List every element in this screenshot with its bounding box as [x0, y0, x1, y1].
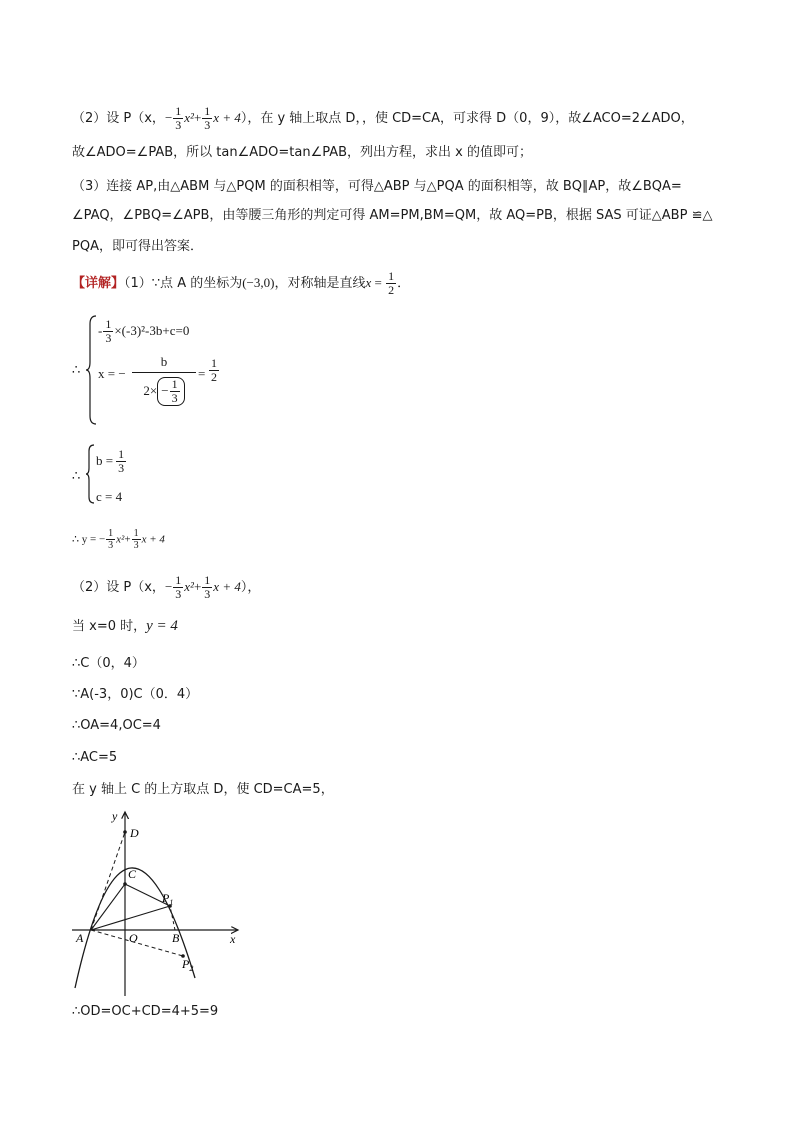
label-P2: $P_2$: [182, 957, 194, 973]
label-x: x: [230, 932, 236, 946]
od-line: ∴OD=OC+CD=4+5=9: [72, 1004, 219, 1019]
when-x0-line: 当 x=0 时，y = 4: [72, 618, 178, 634]
label-O: O: [129, 931, 138, 945]
point-C: [123, 882, 127, 886]
segment-AC: [91, 884, 125, 930]
step2-p-line: （2）设 P（x，− $\frac{1}{3}$ x²+ $\frac{1}{3}$ x + 4），: [72, 573, 261, 601]
parabola-figure: [66, 806, 256, 1002]
fraction-one-third: $\frac{1}{3}$: [105, 317, 112, 345]
system2-brace: [86, 443, 96, 505]
system1-brace: [86, 314, 98, 426]
detail-text: （1）∵点 A 的坐标为: [124, 276, 243, 291]
therefore-sign: ∴: [72, 363, 81, 378]
axis-fraction: $\frac{1}{2}$: [388, 269, 395, 297]
ac-length-line: ∴AC=5: [72, 750, 118, 765]
system1-row1: - $\frac{1}{3}$ ×(-3)²-3b+c=0: [98, 317, 190, 345]
fraction-one-third: $\frac{1}{3}$: [175, 104, 182, 132]
oa-oc-line: ∴OA=4,OC=4: [72, 718, 161, 733]
parabola-equation: ∴ y = − $\frac{1}{3}$ x²+ $\frac{1}{3}$ x + 4: [72, 528, 165, 551]
part3-summary-line1: （3）连接 AP,由△ABM 与△PQM 的面积相等，可得△ABP 与△PQA 的面积相等，故 BQ∥AP，故∠BQA=: [72, 179, 682, 194]
segment-AD: [91, 832, 125, 930]
label-A: A: [76, 931, 84, 945]
label-C: C: [128, 867, 137, 881]
detail-line: 【详解】（1）∵点 A 的坐标为(−3,0)，对称轴是直线x = $\frac{1}{2}$ ．: [72, 269, 411, 297]
point-a-coord: (−3,0): [242, 275, 275, 290]
part2-after-coord: ），在 y 轴上取点 D，，使 CD=CA，可求得 D（0，9），故∠ACO=2∠ADO，: [240, 111, 694, 126]
ac-points-line: ∵A(-3，0)C（0．4）: [72, 687, 199, 702]
segment-AP1: [91, 906, 170, 930]
fraction-one-third: $\frac{1}{3}$: [204, 104, 211, 132]
part2-summary-line2: 故∠ADO=∠PAB，所以 tan∠ADO=tan∠PAB，列出方程，求出 x 的值即可；: [72, 145, 533, 160]
c-point-line: ∴C（0，4）: [72, 656, 145, 671]
system2-row-c: c = 4: [96, 489, 123, 504]
part2-intro: （2）设 P（x，: [72, 111, 165, 126]
label-D: D: [130, 826, 139, 840]
take-d-line: 在 y 轴上 C 的上方取点 D，使 CD=CA=5，: [72, 782, 334, 797]
system1-result-fraction: $\frac{1}{2}$: [211, 356, 217, 384]
point-D: [123, 830, 127, 834]
label-P1: $P_1$: [162, 891, 174, 907]
part3-summary-line3: PQA，即可得出答案．: [72, 239, 203, 254]
part2-summary-line1: （2）设 P（x，− $\frac{1}{3}$ x²+ $\frac{1}{3}$ x + 4），在 y 轴上取点 D，，使 CD=CA，可求得 D（0，9），故∠ACO=2∠ADO，: [72, 104, 694, 132]
label-y: y: [112, 809, 118, 823]
label-B: B: [172, 931, 180, 945]
system2-row-b: b = $\frac{1}{3}$: [96, 447, 125, 475]
part3-summary-line2: ∠PAQ，∠PBQ=∠APB，由等腰三角形的判定可得 AM=PM,BM=QM，故 AQ=PB，根据 SAS 可证△ABP ≌△: [72, 208, 713, 223]
therefore-sign: ∴: [72, 469, 81, 484]
detail-tag: 【详解】: [72, 276, 125, 291]
